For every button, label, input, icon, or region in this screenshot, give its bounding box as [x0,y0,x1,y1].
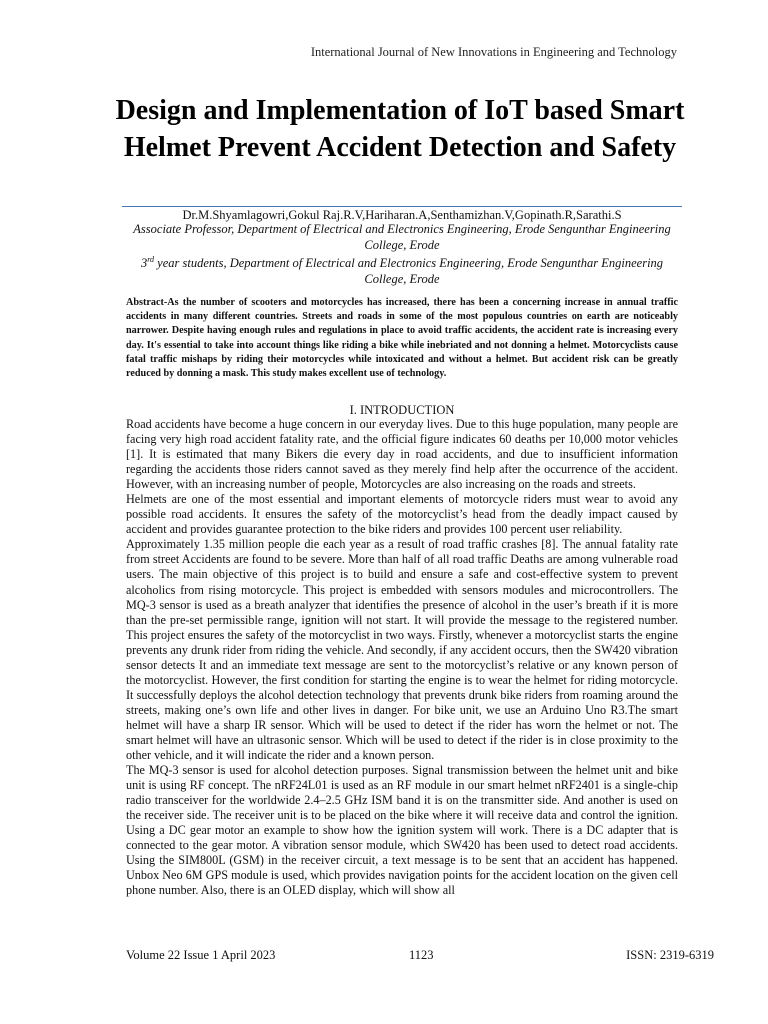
affiliation-year: 3 [140,256,148,271]
title-divider [122,206,682,207]
paper-title: Design and Implementation of IoT based Smart Helmet Prevent Accident Detection and Safety [115,95,685,163]
footer-page-number: 1123 [409,948,434,962]
author-list: Dr.M.Shyamlagowri,Gokul Raj.R.V,Hariharan.A,Senthamizhan.V,Gopinath.R,Sarathi.S [182,208,622,222]
introduction-body [126,417,678,899]
paragraph: Approximately 1.35 million people die each year as a result of road traffic crashes [8]. The annual fatality rate from street Accidents are found to be severe. More than half of all road traffic Deaths are among vulnerable road users. The main objective of this project is to build and ensure a safe and cost-effective system to prevent alcoholics from rising motorcycle. This project is embedded with sensors modules and microcontrollers. The MQ-3 sensor is used as a breath analyzer that identifies the presence of alcohol in the user’s breath if it is more than the pre-set permissible range, ignition will not start. It will provide the message to the registered number. This project ensures the safety of the motorcyclist in two ways. Firstly, whenever a motorcyclist starts the engine prevents any drunk rider from riding the vehicle. And secondly, if any accident occurs, then the SW420 vibration sensor detects It and an immediate text message are sent to the motorcyclist’s relative or any known person of the motorcyclist. However, the first condition for starting the engine is to wear the helmet for riding motorcycle. It successfully deploys the alcohol detection technology that prevents drunk bike riders from roaming around the streets, making one’s own life and other lives in danger. For bike unit, we use an Arduino Uno R3.The smart helmet will have a sharp IR sensor. Which will be used to detect if the rider has worn the helmet or not. The smart helmet will have an ultrasonic sensor. Which will be used to detect if the rider is in close proximity to the other vehicle, and it will indicate the rider and a known person. [126,537,678,763]
page-footer [126,948,714,964]
abstract: Abstract-As the number of scooters and motorcycles has increased, there has been a concerning increase in annual traffic accidents in many different countries. Streets and roads in some of the most populous countries on earth are noticeably narrower. Despite having enough rules and regulations in place to avoid traffic accidents, the accident rate is increasing every day. It's essential to take into account things like riding a bike while inebriated and not donning a helmet. Motorcyclists cause fatal traffic mishaps by riding their motorcycles while intoxicated and without a helmet. But accident risk can be greatly reduced by donning a mask. This study makes excellent use of technology. [126,297,678,380]
section-heading: I. INTRODUCTION [349,403,455,417]
footer-issn: ISSN: 2319-6319 [626,948,714,962]
affiliation-students [126,252,678,287]
paragraph: Helmets are one of the most essential and important elements of motorcycle riders must wear to avoid any possible road accidents. It ensures the safety of the motorcyclist’s head from the deadly impact caused by accident and provides guarantee protection to the bike riders and provides 100 percent user reliability. [126,492,678,537]
journal-name: International Journal of New Innovations in Engineering and Technology [310,45,677,59]
paragraph: The MQ-3 sensor is used for alcohol detection purposes. Signal transmission between the helmet unit and bike unit is using RF concept. The nRF24L01 is used as an RF module in our smart helmet nRF2401 is a single-chip radio transceiver for the worldwide 2.4–2.5 GHz ISM band it is on the transmitter side. And another is used on the receiver side. The receiver unit is to be placed on the bike where it will receive data and control the ignition. Using a DC gear motor an example to show how the ignition system will work. There is a DC adapter that is connected to the gear motor. A vibration sensor module, which SW420 has been used to detect road accidents. Using the SIM800L (GSM) in the receiver circuit, a text message is to be sent that an accident has happened. Unbox Neo 6M GPS module is used, which provides navigation points for the accident location on the given cell phone number. Also, there is an OLED display, which will show all [126,763,678,898]
affiliation-students-text: year students, Department of Electrical and Electronics Engineering, Erode Sengunthar Engineering College, Erode [154,256,664,286]
footer-volume: Volume 22 Issue 1 April 2023 [126,948,276,962]
affiliation-faculty: Associate Professor, Department of Electrical and Electronics Engineering, Erode Sengunthar Engineering College, Erode [133,222,671,252]
paragraph: Road accidents have become a huge concern in our everyday lives. Due to this huge population, many people are facing very high road accident fatality rate, and the official figure indicates 60 deaths per 10,000 motor vehicles [1]. It is estimated that many Bikers die every day in road accidents, and due to insufficient information regarding the accidents those riders cannot saved as they merely find help after the occurrence of the accident. However, with an increasing number of people, Motorcycles are also increasing on the roads and streets. [126,417,678,492]
ordinal-superscript: rd [147,255,155,264]
